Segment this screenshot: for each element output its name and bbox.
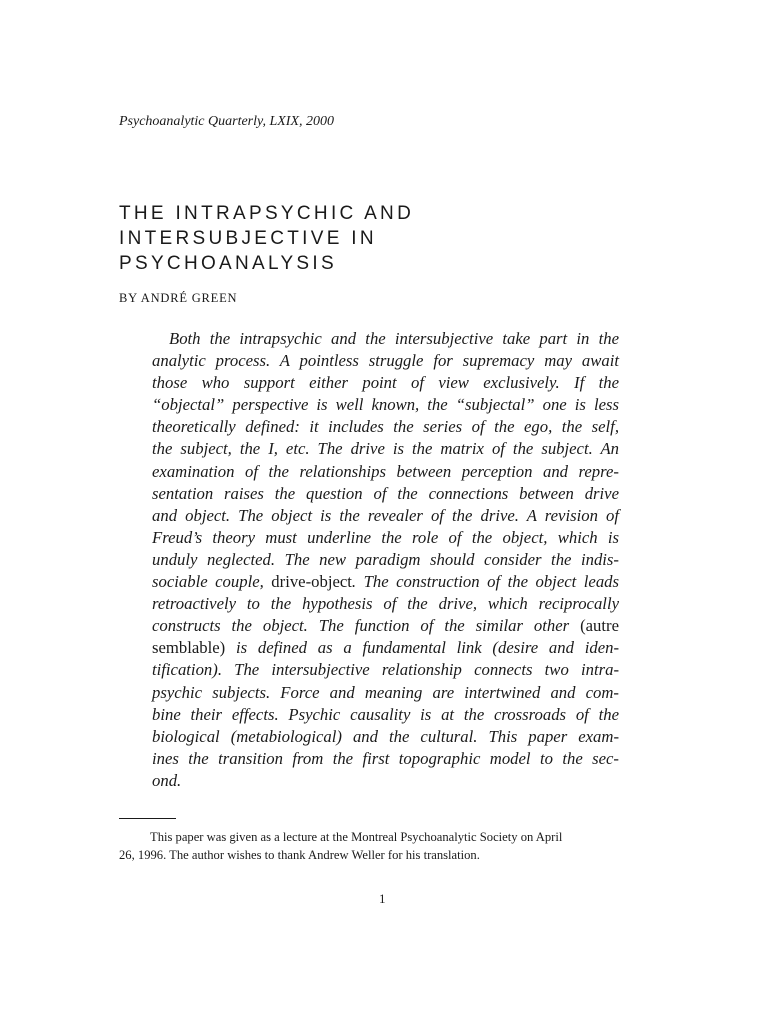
- abstract-line: analytic process. A pointless struggle for supremacy may await: [152, 351, 619, 371]
- abstract-line: and object. The object is the revealer of the drive. A revision of: [152, 505, 619, 525]
- abstract-line: [152, 615, 619, 637]
- abstract-line: Freud’s theory must underline the role of the object, which is: [152, 527, 619, 547]
- abstract-line: biological (metabiological) and the cultural. This paper exam-: [152, 726, 619, 746]
- journal-citation: Psychoanalytic Quarterly, LXIX, 2000: [119, 114, 335, 129]
- abstract-line: ines the transition from the first topographic model to the sec-: [152, 748, 619, 768]
- footnote-line: This paper was given as a lecture at the Montreal Psychoanalytic Society on April: [150, 830, 563, 844]
- abstract-roman-segment: semblable): [152, 638, 226, 658]
- abstract: [152, 328, 619, 792]
- abstract-line: retroactively to the hypothesis of the drive, which reciprocally: [152, 594, 619, 614]
- footnote: [119, 828, 652, 864]
- author-byline: BY ANDRÉ GREEN: [119, 291, 238, 305]
- abstract-line: theoretically defined: it includes the series of the ego, the self,: [152, 417, 619, 437]
- footnote-divider: [119, 818, 176, 819]
- abstract-line: “objectal” perspective is well known, the “subjectal” one is less: [152, 395, 619, 415]
- abstract-italic-segment: . The construction of the object leads: [351, 572, 620, 592]
- abstract-line: Both the intrapsychic and the intersubjective take part in the: [169, 329, 619, 348]
- abstract-line: ond.: [152, 770, 182, 790]
- abstract-line: tification). The intersubjective relationship connects two intra-: [152, 660, 619, 680]
- abstract-line: the subject, the I, etc. The drive is the matrix of the subject. An: [152, 439, 619, 459]
- abstract-line: examination of the relationships between perception and repre-: [152, 461, 619, 481]
- footnote-line: 26, 1996. The author wishes to thank Andrew Weller for his translation.: [119, 848, 480, 862]
- abstract-line: bine their effects. Psychic causality is at the crossroads of the: [152, 704, 619, 724]
- article-title: [119, 201, 414, 276]
- abstract-italic-segment: sociable couple,: [152, 572, 272, 592]
- title-line: INTERSUBJECTIVE IN: [119, 228, 377, 249]
- abstract-roman-segment: (autre: [580, 616, 619, 636]
- page-number: 1: [379, 891, 386, 906]
- abstract-line: psychic subjects. Force and meaning are intertwined and com-: [152, 682, 619, 702]
- abstract-italic-segment: is defined as a fundamental link (desire and iden-: [225, 638, 619, 658]
- abstract-line: those who support either point of view exclusively. If the: [152, 373, 619, 393]
- abstract-roman-segment: drive-object: [271, 572, 352, 592]
- abstract-line: [152, 637, 619, 659]
- title-line: THE INTRAPSYCHIC AND: [119, 203, 415, 224]
- abstract-line: [152, 571, 619, 593]
- abstract-line: sentation raises the question of the connections between drive: [152, 483, 619, 503]
- abstract-line: unduly neglected. The new paradigm should consider the indis-: [152, 549, 619, 569]
- abstract-italic-segment: constructs the object. The function of the similar other: [152, 616, 581, 636]
- title-line: PSYCHOANALYSIS: [119, 253, 337, 274]
